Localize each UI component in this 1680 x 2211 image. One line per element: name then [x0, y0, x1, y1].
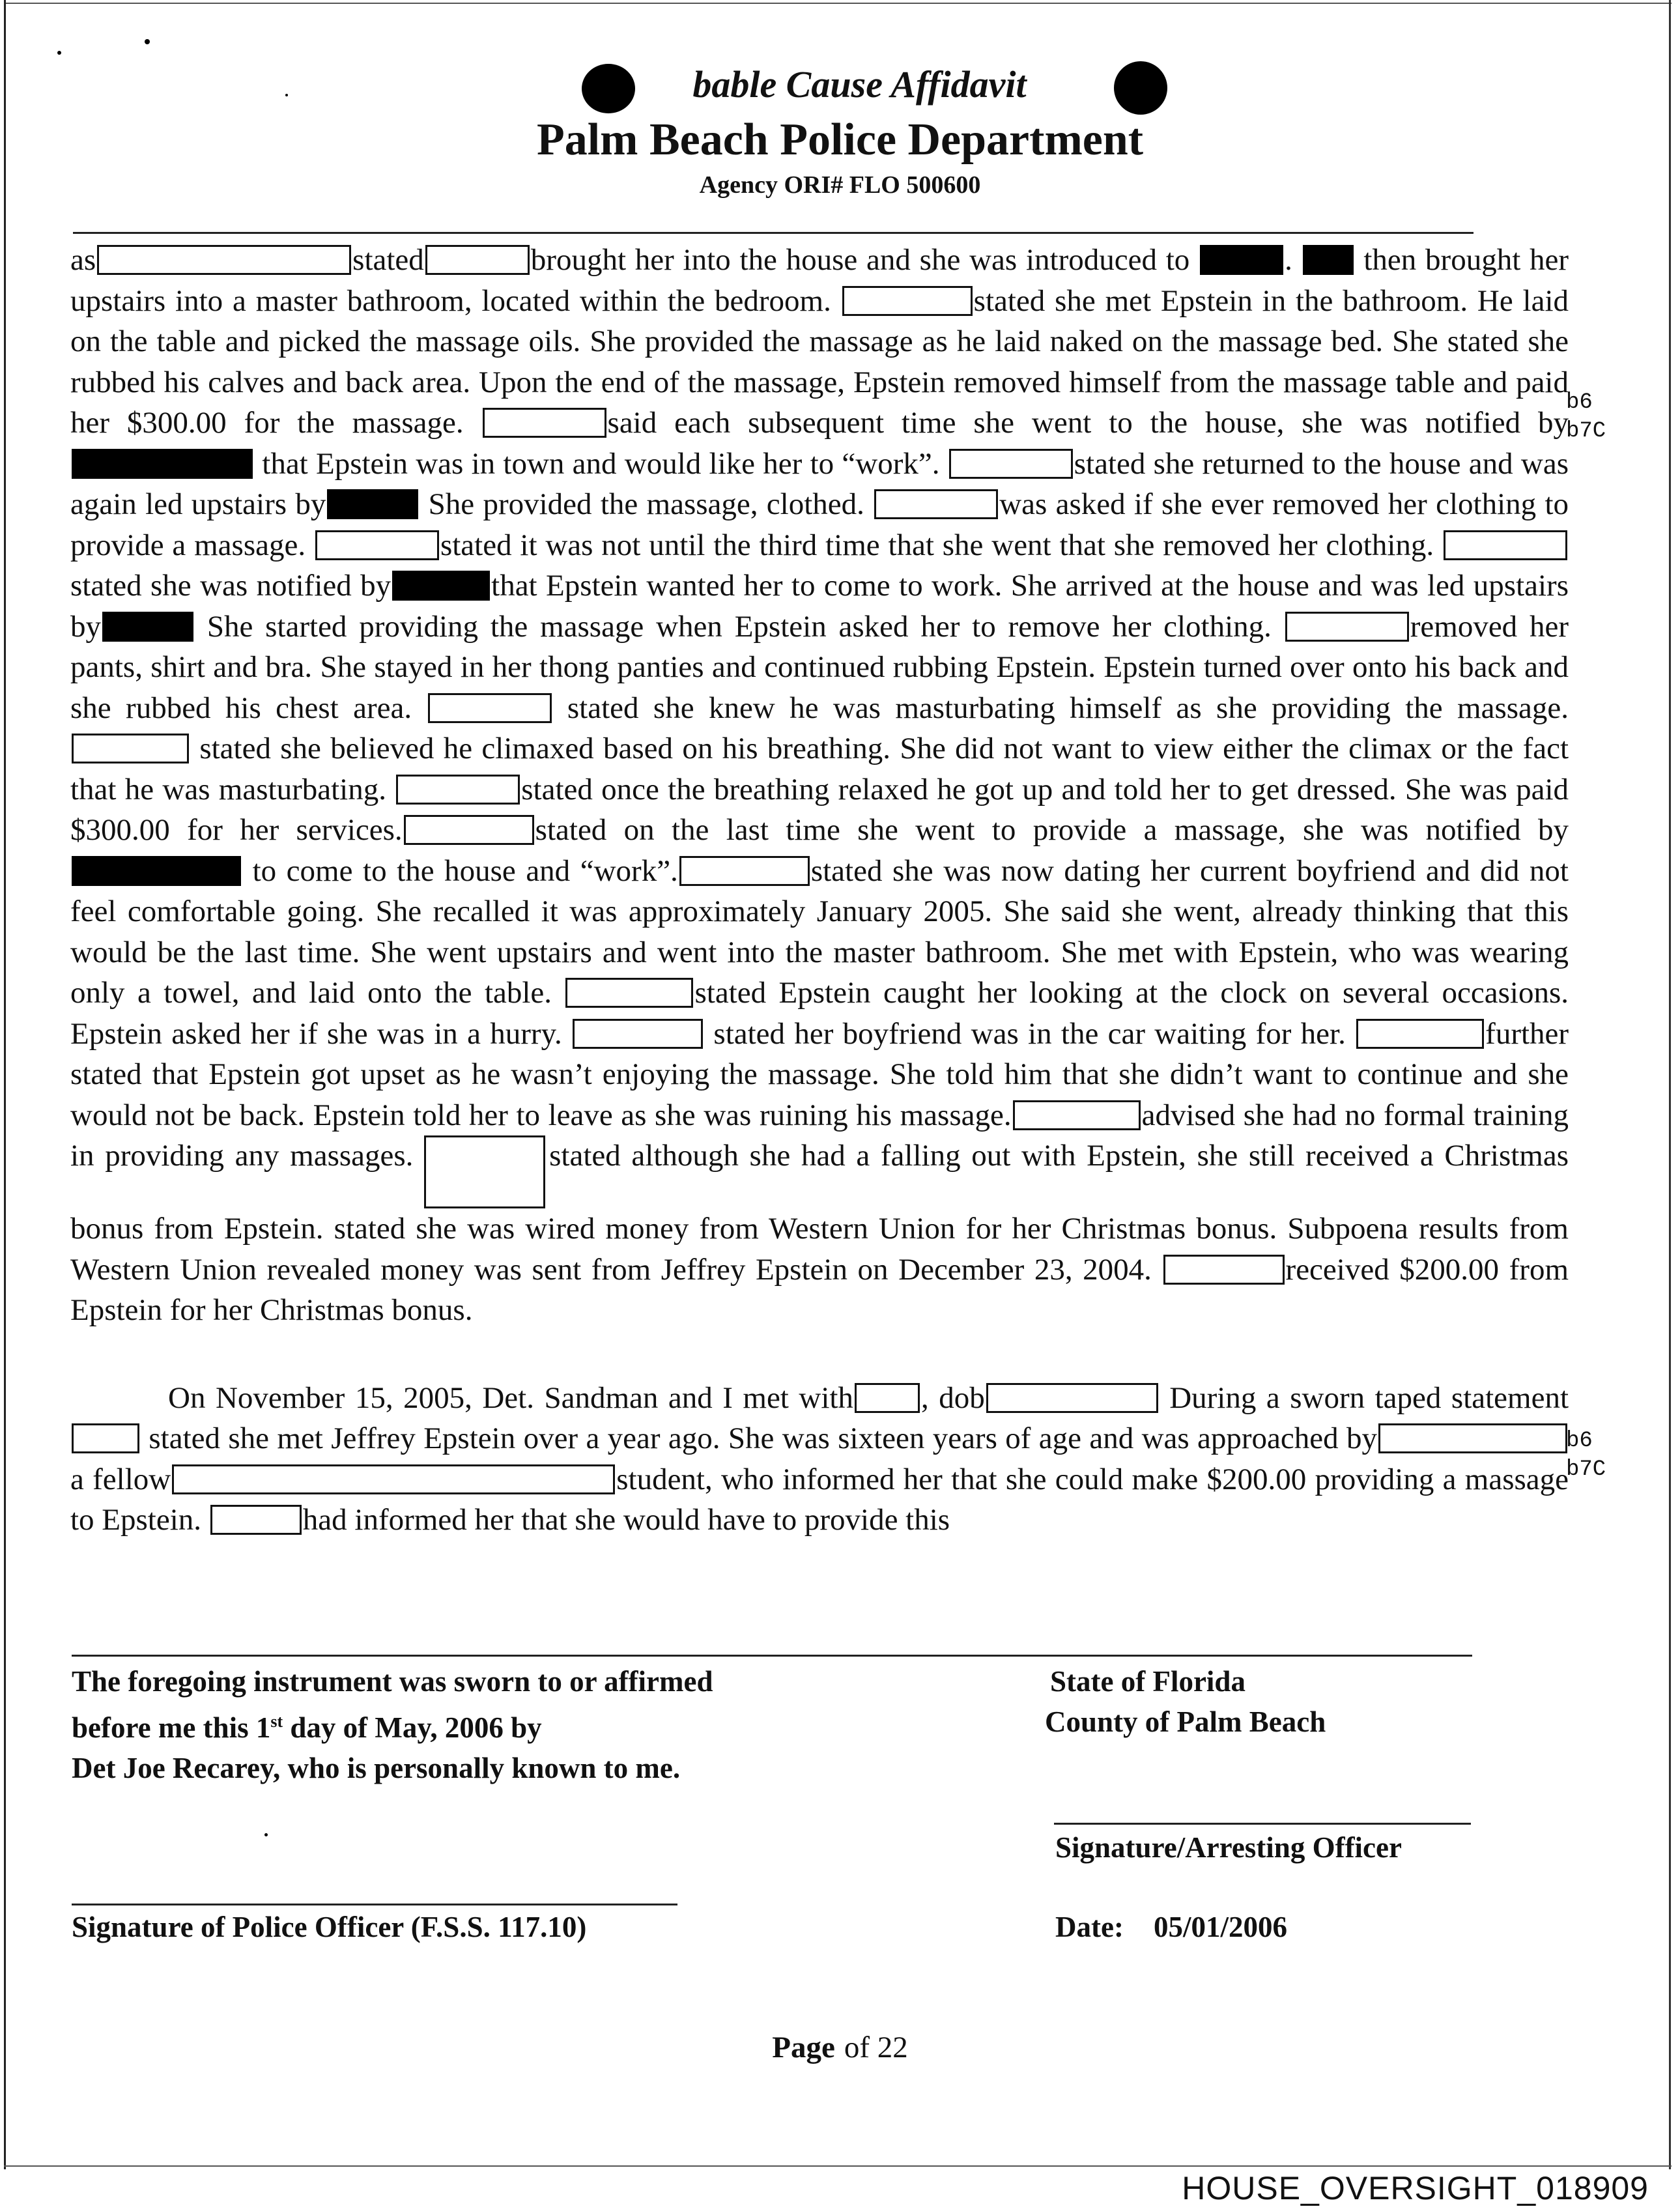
bates-number: HOUSE_OVERSIGHT_018909 [1182, 2170, 1649, 2206]
redaction-bar [1303, 245, 1354, 275]
redaction-box [172, 1464, 615, 1494]
redaction-bar [102, 612, 193, 642]
page-edge-bottom [4, 2165, 1672, 2167]
scan-speck [57, 51, 61, 55]
sworn-statement: The foregoing instrument was sworn to or affirmed before me this 1st day of May, 2006 by Det Joe Recarey, who is personally known to me. [72, 1665, 713, 1784]
redaction-box [1285, 612, 1409, 642]
redaction-box [573, 1019, 703, 1049]
redaction-bar [1200, 245, 1283, 275]
redaction-box [72, 1423, 139, 1453]
redaction-box [1163, 1255, 1285, 1285]
paragraph-1: as stated brought her into the house and she was introduced to . then brought her upstairs into a master bathroom, located within the bedroom. stated she met Epstein in the bathroom. He laid on the table and picked the massage oils. She provided the massage as he laid naked on the massage bed. She stated she rubbed his calves and back area. Upon the end of the massage, Epstein removed himself from the massage table and paid her $300.00 for the massage. said each subsequent time she went to the house, she was notified by that Epstein was in town and would like her to “work”. stated she returned to the house and was again led upstairs by She provided the massage, clothed. was asked if she ever removed her clothing to provide a massage. stated it was not until the third time that she went that she removed her clothing. stated she was notified by that Epstein wanted her to come to work. She arrived at the house and was led upstairs by She started providing the massage when Epstein asked her to remove her clothing. removed her pants, shirt and bra. She stayed in her thong panties and continued rubbing Epstein. Epstein turned over onto his back and she rubbed his chest area. stated she knew he was masturbating himself as she providing the massage. stated she believed he climaxed based on his breathing. She did not want to view either the climax or the fact that he was masturbating. stated once the breathing relaxed he got up and told her to get dressed. She was paid $300.00 for her services. stated on the last time she went to provide a massage, she was notified by to come to the house and “work”. stated she was now dating her current boyfriend and did not feel comfortable going. She recalled it was approximately January 2005. She said she went, already thinking that this would be the last time. She went upstairs and went into the master bathroom. She met with Epstein, who was wearing only a towel, and laid onto the table. stated Epstein caught her looking at the clock on several occasions. Epstein asked her if she was in a hurry. stated her boyfriend was in the car waiting for her. further stated that Epstein got upset as he wasn’t enjoying the massage. She told him that she didn’t want to continue and she would not be back. Epstein told her to leave as she was ruining his massage. advised she had no formal training in providing any massages. stated although she had a falling out with Epstein, she still received a Christmas bonus from Epstein. stated she was wired money from Western Union for her Christmas bonus. Subpoena results from Western Union revealed money was sent from Jeffrey Epstein on December 23, 2004. received $200.00 from Epstein for her Christmas bonus. [70, 243, 1569, 1327]
redaction-box [428, 693, 552, 723]
redaction-box [949, 449, 1073, 479]
police-officer-signature-label: Signature of Police Officer (F.S.S. 117.10) [72, 1911, 587, 1943]
foia-exemption-codes: b6 b7C [1566, 390, 1606, 444]
redaction-bar [327, 489, 418, 519]
paragraph-2: On November 15, 2005, Det. Sandman and I met with , dob During a sworn taped statement stated she met Jeffrey Epstein over a year ago. She was sixteen years of age and was approached bya fellow student, who informed her that she could make $200.00 providing a massage to Epstein. had informed her that she would have to provide this [70, 1380, 1569, 1537]
redaction-bar [72, 856, 241, 886]
redaction-box [425, 245, 530, 275]
redaction-box [842, 286, 973, 316]
arresting-signature-line [1054, 1823, 1471, 1825]
redaction-box [396, 775, 520, 805]
redaction-bar [392, 571, 490, 601]
redaction-box [424, 1135, 545, 1208]
jurisdiction: State of Florida County of Palm Beach [1045, 1665, 1326, 1738]
redaction-box [210, 1505, 302, 1535]
redaction-box [483, 408, 606, 438]
redaction-box [565, 978, 693, 1008]
redaction-box [1444, 530, 1567, 560]
redaction-box [855, 1383, 920, 1413]
redaction-bar [72, 449, 253, 479]
redaction-box [97, 245, 351, 275]
redaction-box [1378, 1423, 1567, 1453]
redaction-box [404, 815, 534, 845]
redaction-box [1356, 1019, 1484, 1049]
redaction-box [315, 530, 439, 560]
scan-speck [145, 39, 150, 44]
affidavit-body [70, 240, 1569, 1541]
redaction-box [72, 734, 189, 763]
signature-date: Date: 05/01/2006 [1055, 1911, 1287, 1943]
page-edge-right [1669, 0, 1671, 2169]
scan-speck [264, 1833, 268, 1836]
arresting-officer-signature-label: Signature/Arresting Officer [1055, 1831, 1402, 1864]
footer-rule [72, 1655, 1472, 1657]
redaction-box [679, 856, 810, 886]
agency-ori: Agency ORI# FLO 500600 [699, 171, 981, 199]
redaction-box [1013, 1100, 1141, 1130]
foia-exemption-codes: b6 b7C [1566, 1429, 1606, 1482]
department-name: Palm Beach Police Department [536, 115, 1144, 165]
redaction-box [986, 1383, 1158, 1413]
header-rule [73, 232, 1474, 234]
document-title: bable Cause Affidavit [692, 63, 1027, 106]
page-number: Page of 22 [772, 2031, 908, 2064]
redaction-box [874, 489, 998, 519]
police-signature-line [72, 1904, 677, 1905]
page-edge-top [4, 3, 1672, 4]
page-edge-left [4, 0, 6, 2169]
